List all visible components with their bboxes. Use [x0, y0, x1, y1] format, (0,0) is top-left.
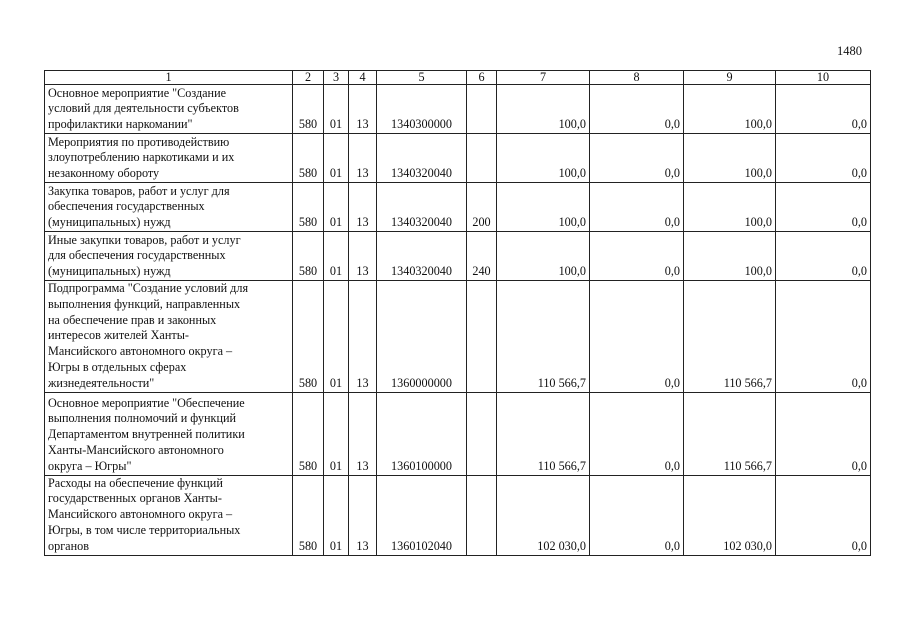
cell-amount-9: 100,0 — [684, 85, 776, 134]
cell-amount-9: 100,0 — [684, 232, 776, 281]
cell-code-2: 580 — [293, 232, 324, 281]
cell-code-5: 1340320040 — [377, 134, 467, 183]
cell-amount-9: 100,0 — [684, 183, 776, 232]
cell-amount-7: 100,0 — [497, 85, 590, 134]
column-header: 3 — [324, 71, 349, 85]
cell-code-5: 1340320040 — [377, 183, 467, 232]
column-header: 5 — [377, 71, 467, 85]
page-number: 1480 — [837, 44, 862, 58]
cell-code-3: 01 — [324, 134, 349, 183]
cell-code-4: 13 — [349, 475, 377, 555]
cell-code-2: 580 — [293, 183, 324, 232]
column-header: 6 — [467, 71, 497, 85]
cell-code-2: 580 — [293, 475, 324, 555]
cell-code-6 — [467, 475, 497, 555]
cell-code-6 — [467, 134, 497, 183]
cell-amount-7: 100,0 — [497, 183, 590, 232]
cell-code-4: 13 — [349, 183, 377, 232]
cell-amount-7: 100,0 — [497, 134, 590, 183]
column-header: 10 — [776, 71, 871, 85]
cell-code-4: 13 — [349, 134, 377, 183]
cell-amount-7: 102 030,0 — [497, 475, 590, 555]
cell-amount-7: 110 566,7 — [497, 392, 590, 475]
cell-amount-7: 110 566,7 — [497, 281, 590, 393]
cell-code-2: 580 — [293, 281, 324, 393]
cell-code-5: 1340300000 — [377, 85, 467, 134]
cell-code-4: 13 — [349, 232, 377, 281]
column-header: 2 — [293, 71, 324, 85]
cell-code-5: 1360102040 — [377, 475, 467, 555]
cell-amount-8: 0,0 — [590, 232, 684, 281]
cell-amount-9: 110 566,7 — [684, 392, 776, 475]
cell-amount-8: 0,0 — [590, 183, 684, 232]
cell-amount-10: 0,0 — [776, 392, 871, 475]
cell-code-5: 1360100000 — [377, 392, 467, 475]
cell-amount-10: 0,0 — [776, 85, 871, 134]
table-row — [45, 392, 871, 475]
cell-code-3: 01 — [324, 183, 349, 232]
table-row — [45, 183, 871, 232]
column-header: 8 — [590, 71, 684, 85]
cell-amount-8: 0,0 — [590, 392, 684, 475]
cell-code-6: 240 — [467, 232, 497, 281]
cell-code-3: 01 — [324, 392, 349, 475]
budget-table — [44, 70, 871, 556]
cell-code-6: 200 — [467, 183, 497, 232]
cell-code-2: 580 — [293, 85, 324, 134]
column-header: 1 — [45, 71, 293, 85]
cell-code-4: 13 — [349, 392, 377, 475]
cell-code-3: 01 — [324, 232, 349, 281]
cell-amount-10: 0,0 — [776, 281, 871, 393]
table-row — [45, 281, 871, 393]
row-description: Основное мероприятие "Обеспечение выполнения полномочий и функций Департаментом внутренней политики Ханты-Мансийского автономного округа – Югры" — [45, 392, 293, 475]
cell-code-6 — [467, 85, 497, 134]
cell-code-3: 01 — [324, 85, 349, 134]
cell-amount-8: 0,0 — [590, 134, 684, 183]
cell-amount-9: 102 030,0 — [684, 475, 776, 555]
cell-code-4: 13 — [349, 281, 377, 393]
row-description: Расходы на обеспечение функций государственных органов Ханты- Мансийского автономного округа – Югры, в том числе территориальных органов — [45, 475, 293, 555]
column-header: 9 — [684, 71, 776, 85]
cell-code-6 — [467, 392, 497, 475]
cell-amount-8: 0,0 — [590, 475, 684, 555]
table-row — [45, 85, 871, 134]
cell-code-4: 13 — [349, 85, 377, 134]
cell-code-5: 1340320040 — [377, 232, 467, 281]
cell-code-6 — [467, 281, 497, 393]
cell-amount-10: 0,0 — [776, 232, 871, 281]
row-description: Мероприятия по противодействию злоупотреблению наркотиками и их незаконному обороту — [45, 134, 293, 183]
cell-code-5: 1360000000 — [377, 281, 467, 393]
cell-amount-9: 110 566,7 — [684, 281, 776, 393]
cell-amount-8: 0,0 — [590, 281, 684, 393]
cell-amount-10: 0,0 — [776, 475, 871, 555]
table-row — [45, 475, 871, 555]
row-description: Основное мероприятие "Создание условий для деятельности субъектов профилактики наркомании" — [45, 85, 293, 134]
cell-amount-9: 100,0 — [684, 134, 776, 183]
cell-amount-8: 0,0 — [590, 85, 684, 134]
cell-amount-7: 100,0 — [497, 232, 590, 281]
row-description: Подпрограмма "Создание условий для выполнения функций, направленных на обеспечение прав и законных интересов жителей Ханты- Мансийского автономного округа – Югры в отдельных сферах жизнедеятельности" — [45, 281, 293, 393]
cell-code-2: 580 — [293, 392, 324, 475]
cell-amount-10: 0,0 — [776, 183, 871, 232]
cell-code-2: 580 — [293, 134, 324, 183]
row-description: Закупка товаров, работ и услуг для обеспечения государственных (муниципальных) нужд — [45, 183, 293, 232]
cell-amount-10: 0,0 — [776, 134, 871, 183]
column-header: 7 — [497, 71, 590, 85]
table-header-row — [45, 71, 871, 85]
column-header: 4 — [349, 71, 377, 85]
table-row — [45, 232, 871, 281]
cell-code-3: 01 — [324, 475, 349, 555]
row-description: Иные закупки товаров, работ и услуг для обеспечения государственных (муниципальных) нужд — [45, 232, 293, 281]
table-row — [45, 134, 871, 183]
cell-code-3: 01 — [324, 281, 349, 393]
